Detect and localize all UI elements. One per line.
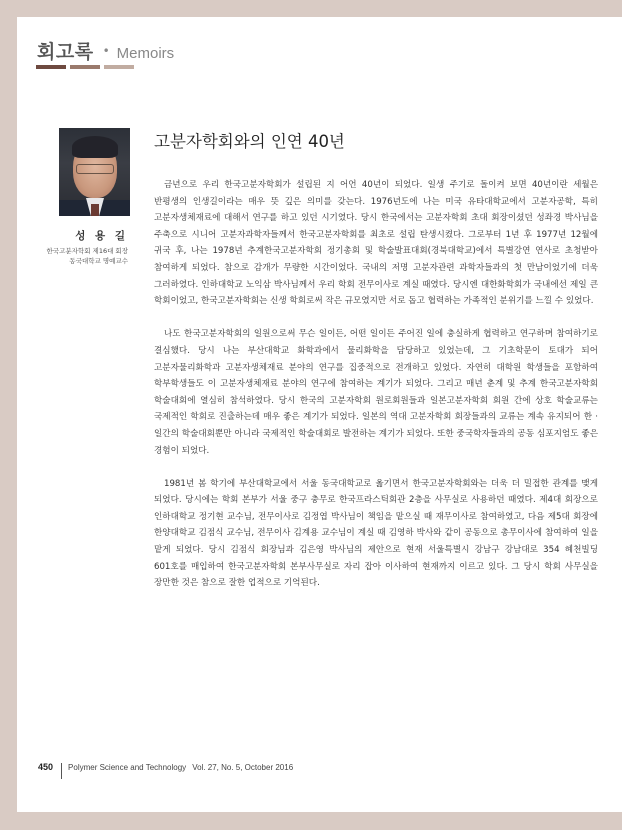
footer-divider (61, 763, 62, 779)
photo-hair (72, 136, 118, 158)
author-role (47, 246, 128, 266)
paragraph: 나도 한국고분자학회의 일원으로써 무슨 일이든, 어떤 일이든 주어진 일에 충실하게 협력하고 연구하며 참여하기로 결심했다. 당시 나는 부산대학교 화학과에서 물리화학을 담당하고 있었는데, 그 기초학문이 토대가 되어 고분자물리화학과 고분자생체재료 분야의 연구를 집중적으로 전개하고 있었다. 자연히 대학원 학생들을 포함하여 학부학생들도 이 고분자생체재료 분야의 연구에 참여하는 계기가 되었다. 그리고 매년 춘계 및 추계 한국고분자학회 학술대회에 열심히 참석하였다. 당시 한국의 고분자학회 원로회원들과 일본고분자학회 회원 간에 상호 학술교류는 국제적인 학회로 진출하는데 매우 좋은 계기가 되었다. 일본의 역대 고분자학회 회장들과의 교류는 계속 유지되어 한 · 일간의 학술대회뿐만 아니라 국제적인 학술대회로 발전하는 계기가 되었다. 또한 중국학자들과의 공동 심포지엄도 좋은 경험이 되었다. (154, 329, 598, 456)
author-name: 성 용 길 (75, 230, 128, 242)
article-title: 고분자학회와의 인연 40년 (154, 132, 345, 151)
page (17, 17, 622, 812)
photo-tie (91, 204, 99, 216)
accent-bars (36, 65, 134, 69)
paragraph: 금년으로 우리 한국고분자학회가 설립된 지 어언 40년이 되었다. 일생 주기로 돌이켜 보면 40년이란 세월은 반평생의 인생길이라는 매우 뜻 깊은 의미를 갖는다. 1976년도에 나는 미국 유타대학교에서 고분자공학, 특히 고분자생체재료에 대해서 연구를 하고 있던 시기였다. 당시 한국에서는 고분자학회 초대 회장이셨던 성좌경 박사님을 주축으로 시니어 고분자과학자들께서 한국고분자학회를 최초로 설립 탄생시켰다. 그로부터 1년 후 1977년 12월에 귀국 후, 나는 1978년 추계한국고분자학회 정기총회 및 학술발표대회(경북대학교)에서 특별강연 연사로 초청받아 참여하게 되었다. 참으로 감개가 무량한 시간이었다. 국내의 저명 고분자관련 과학자들과의 첫 만남이었기에 더욱 그러하였다. 인하대학교 노익삼 박사님께서 우리 학회 전무이사로 계실 때였다. 당시엔 대한화학회가 국내에선 제일 큰 학회이었고, 한국고분자학회는 신생 학회로써 작은 규모였지만 서로 돕고 협력하는 가족적인 분위기를 느낄 수 있었다. (154, 180, 598, 307)
journal-name: Polymer Science and Technology (68, 762, 187, 772)
section-separator: • (102, 44, 110, 58)
page-number: 450 (38, 762, 54, 772)
issue-info: Vol. 27, No. 5, October 2016 (192, 762, 294, 772)
author-role-line-2: 동국대학교 명예교수 (69, 257, 128, 265)
author-role-line-1: 한국고분자학회 제16대 회장 (46, 247, 128, 255)
section-title-english: Memoirs (116, 45, 175, 62)
paragraph: 1981년 봄 학기에 부산대학교에서 서울 동국대학교로 옮기면서 한국고분자학회와는 더욱 더 밀접한 관계를 맺게 되었다. 당시에는 학회 본부가 서울 중구 충무로 한국프라스틱회관 2층을 사무실로 사용하던 때였다. 제4대 회장으로 인하대학교 정기현 교수님, 전무이사로 김정엽 박사님이 책임을 맡으실 때 재무이사로 참여하였고, 다음 제5대 회장에 한양대학교 김점식 교수님, 전무이사 김계용 교수님이 계실 때 김영하 박사와 같이 공동으로 총무이사에 참여하여 일을 맡게 되었다. 당시 김점식 회장님과 김은영 박사님의 제안으로 현재 서울특별시 강남구 강남대로 354 혜천빌딩 601호를 매입하여 한국고분자학회 본부사무실로 자리 잡아 이사하여 현재까지 이르고 있다. 그 당시 학회 사무실을 장만한 것은 참으로 잘한 업적으로 기억된다. (154, 478, 598, 589)
page-footer (38, 759, 293, 775)
accent-bar-light (104, 65, 134, 69)
article-body (154, 177, 598, 608)
photo-glasses (76, 164, 114, 174)
author-photo (59, 128, 130, 216)
accent-bar-medium (70, 65, 100, 69)
section-header (37, 37, 174, 64)
section-title-korean: 회고록 (37, 41, 94, 63)
accent-bar-dark (36, 65, 66, 69)
